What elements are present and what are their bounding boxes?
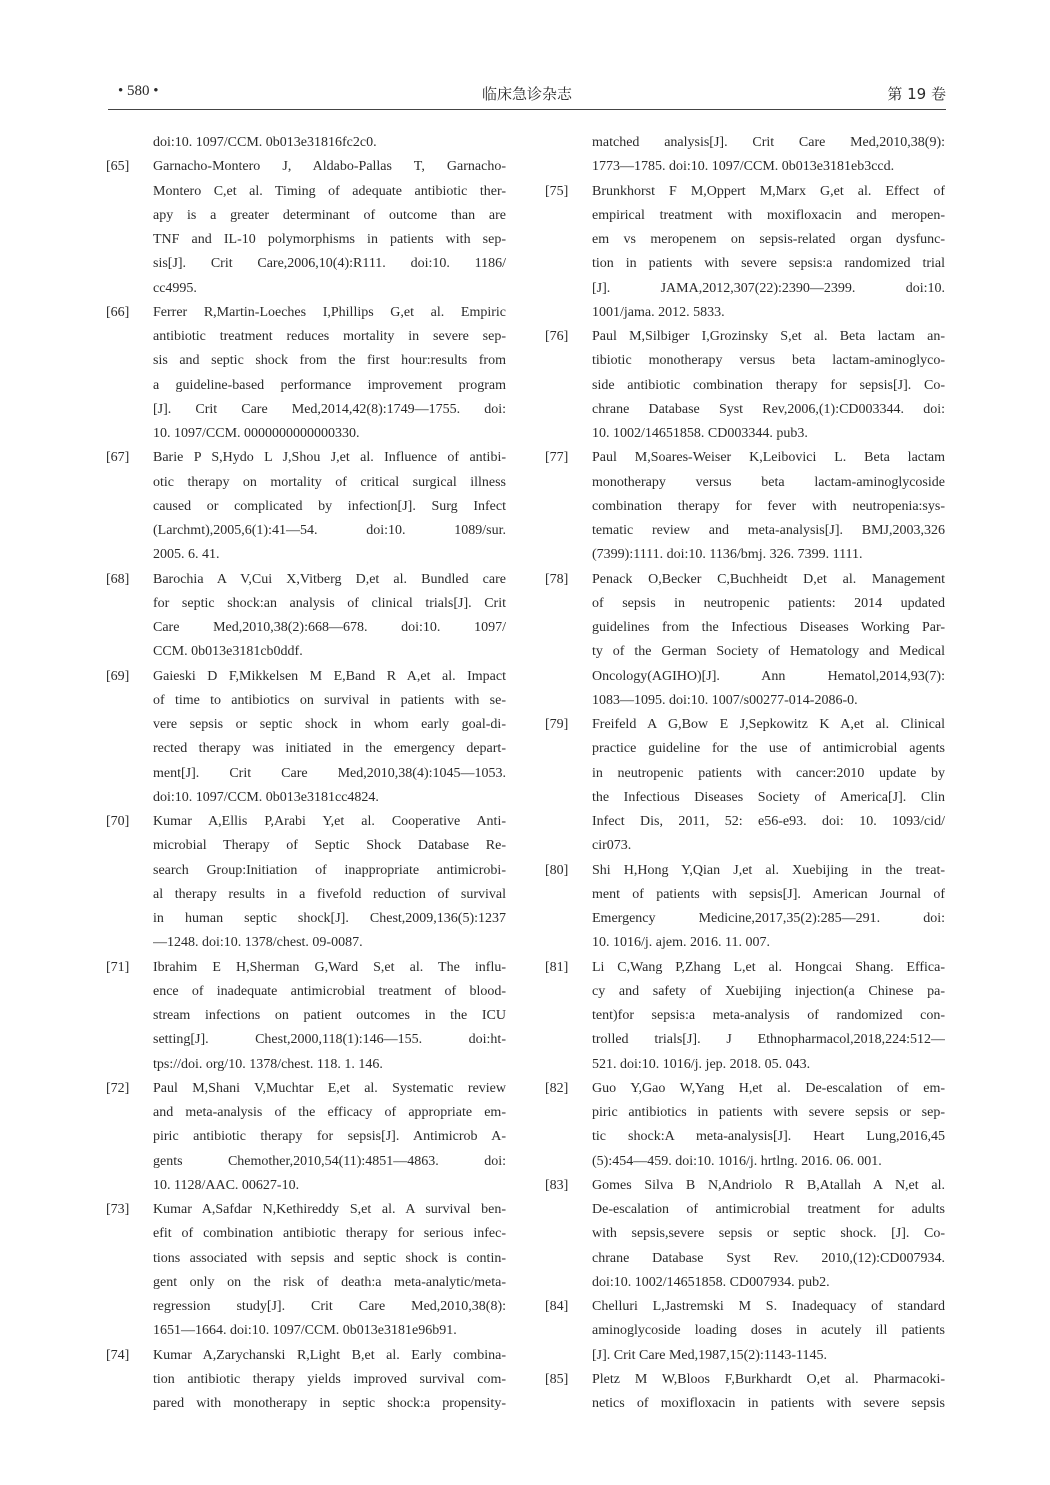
reference-line: microbial Therapy of Septic Shock Database Re- bbox=[153, 838, 506, 854]
reference-line: TNF and IL-10 polymorphisms in patients with sep- bbox=[153, 232, 506, 247]
reference-line: 1001/jama. 2012. 5833. bbox=[592, 304, 725, 320]
right-column-references bbox=[545, 131, 945, 1416]
reference-line: chrane Database Syst Rev. 2010,(12):CD007934. bbox=[592, 1250, 945, 1266]
reference-line: piric antibiotic therapy for sepsis[J]. Antimicrob A- bbox=[153, 1129, 506, 1145]
reference-line: Brunkhorst F M,Oppert M,Marx G,et al. Effect of bbox=[592, 183, 945, 199]
reference-line: Li C,Wang P,Zhang L,et al. Hongcai Shang. Effica- bbox=[592, 959, 945, 975]
reference-line: aminoglycoside loading doses in acutely ill patients bbox=[592, 1323, 945, 1339]
reference-line: apy is a greater determinant of outcome than are bbox=[153, 207, 506, 223]
reference-line: [J]. JAMA,2012,307(22):2390—2399. doi:10. bbox=[592, 280, 945, 296]
page-number: • 580 • bbox=[118, 83, 159, 99]
reference-continuation bbox=[106, 131, 506, 155]
reference-number: [84] bbox=[545, 1299, 569, 1314]
reference-line: doi:10. 1097/CCM. 0b013e31816fc2c0. bbox=[153, 135, 377, 150]
reference-line: rected therapy was initiated in the emergency depart- bbox=[153, 741, 506, 757]
reference-item bbox=[545, 713, 945, 859]
reference-line: guidelines from the Infectious Diseases Working Par- bbox=[592, 620, 945, 635]
reference-line: Pletz M W,Bloos F,Burkhardt O,et al. Pharmacoki- bbox=[592, 1371, 945, 1387]
reference-line: tions associated with sepsis and septic shock is contin- bbox=[153, 1250, 506, 1266]
reference-line: pared with monotherapy in septic shock:a propensity- bbox=[153, 1396, 506, 1411]
reference-number: [75] bbox=[545, 183, 569, 199]
reference-line: tent)for sepsis:a meta-analysis of randomized con- bbox=[592, 1008, 945, 1023]
reference-line: Guo Y,Gao W,Yang H,et al. De-escalation of em- bbox=[592, 1080, 945, 1096]
reference-line: Gaieski D F,Mikkelsen M E,Band R A,et al. Impact bbox=[153, 668, 506, 684]
reference-line: doi:10. 1002/14651858. CD007934. pub2. bbox=[592, 1274, 830, 1290]
reference-line: (Larchmt),2005,6(1):41—54. doi:10. 1089/sur. bbox=[153, 523, 506, 538]
reference-item bbox=[545, 180, 945, 326]
reference-line: empirical treatment with moxifloxacin and meropen- bbox=[592, 207, 945, 223]
reference-number: [74] bbox=[106, 1347, 130, 1363]
reference-item bbox=[545, 1077, 945, 1174]
reference-item bbox=[545, 568, 945, 714]
reference-item bbox=[106, 1077, 506, 1198]
reference-line: 2005. 6. 41. bbox=[153, 547, 220, 563]
reference-number: [80] bbox=[545, 862, 569, 878]
reference-line: the Infectious Diseases Society of America[J]. Clin bbox=[592, 789, 945, 805]
reference-line: Paul M,Silbiger I,Grozinsky S,et al. Beta lactam an- bbox=[592, 329, 945, 344]
reference-line: ence of inadequate antimicrobial treatment of blood- bbox=[153, 983, 506, 999]
reference-line: antibiotic treatment reduces mortality in severe sep- bbox=[153, 329, 506, 344]
reference-line: sis and septic shock from the first hour:results from bbox=[153, 353, 506, 369]
reference-line: trolled trials[J]. J Ethnopharmacol,2018,224:512— bbox=[592, 1032, 945, 1048]
reference-line: otic therapy on mortality of critical surgical illness bbox=[153, 474, 506, 490]
reference-line: sis[J]. Crit Care,2006,10(4):R111. doi:10. 1186/ bbox=[153, 256, 506, 272]
reference-line: Gomes Silva B N,Andriolo R B,Atallah A N,et al. bbox=[592, 1177, 945, 1193]
reference-line: tematic review and meta-analysis[J]. BMJ,2003,326 bbox=[592, 523, 945, 538]
reference-item bbox=[106, 568, 506, 665]
reference-number: [71] bbox=[106, 959, 130, 975]
reference-line: doi:10. 1097/CCM. 0b013e3181cc4824. bbox=[153, 789, 379, 805]
reference-number: [76] bbox=[545, 329, 569, 344]
reference-line: chrane Database Syst Rev,2006,(1):CD003344. doi: bbox=[592, 401, 945, 417]
reference-number: [85] bbox=[545, 1371, 569, 1387]
reference-number: [79] bbox=[545, 717, 569, 732]
reference-number: [69] bbox=[106, 668, 130, 684]
reference-line: 10. 1016/j. ajem. 2016. 11. 007. bbox=[592, 935, 770, 951]
reference-line: 1773—1785. doi:10. 1097/CCM. 0b013e3181eb3ccd. bbox=[592, 159, 895, 175]
reference-line: Ibrahim E H,Sherman G,Ward S,et al. The influ- bbox=[153, 959, 506, 975]
reference-line: search Group:Initiation of inappropriate antimicrobi- bbox=[153, 862, 506, 878]
reference-line: Paul M,Soares-Weiser K,Leibovici L. Beta lactam bbox=[592, 450, 945, 466]
reference-number: [73] bbox=[106, 1202, 130, 1217]
reference-line: regression study[J]. Crit Care Med,2010,38(8): bbox=[153, 1299, 506, 1314]
reference-line: Kumar A,Ellis P,Arabi Y,et al. Cooperative Anti- bbox=[153, 814, 506, 829]
reference-line: Montero C,et al. Timing of adequate antibiotic ther- bbox=[153, 183, 506, 199]
reference-line: Ferrer R,Martin-Loeches I,Phillips G,et al. Empiric bbox=[153, 304, 506, 320]
reference-item bbox=[545, 446, 945, 567]
reference-line: CCM. 0b013e3181cb0ddf. bbox=[153, 644, 303, 660]
reference-line: Penack O,Becker C,Buchheidt D,et al. Management bbox=[592, 571, 945, 587]
volume-label: 第 19 卷 bbox=[887, 85, 946, 103]
reference-line: Paul M,Shani V,Muchtar E,et al. Systematic review bbox=[153, 1080, 506, 1096]
reference-line: ty of the German Society of Hematology and Medical bbox=[592, 644, 945, 660]
reference-continuation bbox=[545, 131, 945, 180]
reference-number: [83] bbox=[545, 1177, 569, 1193]
reference-item bbox=[106, 1344, 506, 1417]
reference-line: (7399):1111. doi:10. 1136/bmj. 326. 7399. 1111. bbox=[592, 547, 863, 563]
reference-line: gent only on the risk of death:a meta-analytic/meta- bbox=[153, 1274, 506, 1290]
reference-line: gents Chemother,2010,54(11):4851—4863. doi: bbox=[153, 1153, 506, 1169]
reference-line: 1651—1664. doi:10. 1097/CCM. 0b013e3181e96b91. bbox=[153, 1323, 457, 1339]
reference-line: monotherapy versus beta lactam-aminoglycoside bbox=[592, 474, 945, 490]
reference-line: for septic shock:an analysis of clinical trials[J]. Crit bbox=[153, 595, 506, 611]
reference-line: Care Med,2010,38(2):668—678. doi:10. 1097/ bbox=[153, 620, 506, 635]
reference-line: Emergency Medicine,2017,35(2):285—291. doi: bbox=[592, 911, 945, 926]
reference-line: in human septic shock[J]. Chest,2009,136(5):1237 bbox=[153, 911, 506, 926]
reference-line: Garnacho-Montero J, Aldabo-Pallas T, Garnacho- bbox=[153, 159, 506, 175]
reference-line: with sepsis,severe sepsis or septic shock. [J]. Co- bbox=[592, 1226, 945, 1242]
reference-line: em vs meropenem on sepsis-related organ dysfunc- bbox=[592, 232, 945, 247]
reference-line: matched analysis[J]. Crit Care Med,2010,38(9): bbox=[592, 135, 945, 150]
reference-line: ment[J]. Crit Care Med,2010,38(4):1045—1053. bbox=[153, 765, 506, 781]
reference-line: 10. 1002/14651858. CD003344. pub3. bbox=[592, 426, 808, 441]
reference-line: Barie P S,Hydo L J,Shou J,et al. Influence of antibi- bbox=[153, 450, 506, 466]
reference-number: [77] bbox=[545, 450, 569, 466]
reference-line: vere sepsis or septic shock in whom early goal-di- bbox=[153, 717, 506, 732]
reference-line: [J]. Crit Care Med,2014,42(8):1749—1755. doi: bbox=[153, 401, 506, 417]
reference-line: 10. 1097/CCM. 0000000000000330. bbox=[153, 426, 360, 441]
reference-line: 521. doi:10. 1016/j. jep. 2018. 05. 043. bbox=[592, 1056, 811, 1072]
reference-line: in neutropenic patients with cancer:2010 update by bbox=[592, 765, 945, 781]
reference-number: [68] bbox=[106, 571, 130, 587]
left-column-references bbox=[106, 131, 506, 1416]
reference-line: Infect Dis, 2011, 52: e56-e93. doi: 10. 1093/cid/ bbox=[592, 814, 945, 829]
reference-item bbox=[106, 810, 506, 956]
reference-line: Chelluri L,Jastremski M S. Inadequacy of standard bbox=[592, 1299, 945, 1314]
reference-line: 1083—1095. doi:10. 1007/s00277-014-2086-0. bbox=[592, 692, 858, 708]
reference-item bbox=[545, 1174, 945, 1295]
reference-line: side antibiotic combination therapy for sepsis[J]. Co- bbox=[592, 377, 945, 393]
reference-number: [81] bbox=[545, 959, 569, 975]
running-header bbox=[108, 80, 946, 110]
reference-item bbox=[545, 325, 945, 446]
reference-number: [78] bbox=[545, 571, 569, 587]
reference-line: ment of patients with sepsis[J]. American Journal of bbox=[592, 886, 945, 902]
header-rule bbox=[108, 109, 946, 110]
reference-line: tibiotic monotherapy versus beta lactam-aminoglyco- bbox=[592, 353, 945, 369]
reference-number: [70] bbox=[106, 814, 130, 829]
reference-line: tion in patients with severe sepsis:a randomized trial bbox=[592, 256, 945, 272]
reference-line: piric antibiotics in patients with severe sepsis or sep- bbox=[592, 1105, 945, 1120]
reference-line: al therapy results in a fivefold reduction of survival bbox=[153, 886, 506, 902]
reference-line: Kumar A,Zarychanski R,Light B,et al. Early combina- bbox=[153, 1347, 506, 1363]
reference-line: cc4995. bbox=[153, 280, 197, 296]
reference-line: Kumar A,Safdar N,Kethireddy S,et al. A survival ben- bbox=[153, 1202, 506, 1217]
reference-line: of time to antibiotics on survival in patients with se- bbox=[153, 692, 506, 708]
reference-item bbox=[545, 859, 945, 956]
reference-item bbox=[545, 956, 945, 1077]
reference-line: tic shock:A meta-analysis[J]. Heart Lung,2016,45 bbox=[592, 1129, 945, 1145]
reference-line: practice guideline for the use of antimicrobial agents bbox=[592, 741, 945, 757]
reference-item bbox=[106, 1198, 506, 1344]
reference-number: [82] bbox=[545, 1080, 569, 1096]
reference-line: a guideline-based performance improvement program bbox=[153, 377, 506, 393]
reference-item bbox=[545, 1368, 945, 1417]
reference-item bbox=[106, 956, 506, 1077]
reference-line: Barochia A V,Cui X,Vitberg D,et al. Bundled care bbox=[153, 571, 506, 587]
reference-line: tion antibiotic therapy yields improved survival com- bbox=[153, 1371, 506, 1387]
reference-line: setting[J]. Chest,2000,118(1):146—155. doi:ht- bbox=[153, 1032, 506, 1048]
reference-line: cy and safety of Xuebijing injection(a Chinese pa- bbox=[592, 983, 945, 999]
reference-line: combination therapy for fever with neutropenia:sys- bbox=[592, 498, 945, 514]
reference-line: 10. 1128/AAC. 00627-10. bbox=[153, 1177, 300, 1193]
reference-line: (5):454—459. doi:10. 1016/j. hrtlng. 2016. 06. 001. bbox=[592, 1153, 882, 1169]
reference-line: —1248. doi:10. 1378/chest. 09-0087. bbox=[153, 935, 363, 951]
reference-item bbox=[106, 446, 506, 567]
reference-line: and meta-analysis of the efficacy of appropriate em- bbox=[153, 1105, 506, 1120]
reference-line: Oncology(AGIHO)[J]. Ann Hematol,2014,93(7): bbox=[592, 668, 945, 684]
reference-line: [J]. Crit Care Med,1987,15(2):1143-1145. bbox=[592, 1347, 827, 1363]
reference-line: caused or complicated by infection[J]. Surg Infect bbox=[153, 498, 506, 514]
reference-line: stream infections on patient outcomes in the ICU bbox=[153, 1008, 506, 1023]
reference-line: efit of combination antibiotic therapy for serious infec- bbox=[153, 1226, 506, 1242]
reference-item bbox=[106, 301, 506, 447]
reference-number: [66] bbox=[106, 304, 130, 320]
reference-number: [72] bbox=[106, 1080, 130, 1096]
reference-item bbox=[545, 1295, 945, 1368]
reference-line: De-escalation of antimicrobial treatment for adults bbox=[592, 1202, 945, 1217]
journal-title: 临床急诊杂志 bbox=[481, 85, 572, 103]
reference-line: Shi H,Hong Y,Qian J,et al. Xuebijing in the treat- bbox=[592, 862, 945, 878]
reference-line: Freifeld A G,Bow E J,Sepkowitz K A,et al. Clinical bbox=[592, 717, 945, 732]
reference-line: netics of moxifloxacin in patients with severe sepsis bbox=[592, 1396, 945, 1411]
reference-line: cir073. bbox=[592, 838, 632, 854]
reference-line: of sepsis in neutropenic patients: 2014 updated bbox=[592, 595, 945, 611]
reference-number: [65] bbox=[106, 159, 130, 175]
reference-number: [67] bbox=[106, 450, 130, 466]
reference-item bbox=[106, 155, 506, 301]
reference-item bbox=[106, 665, 506, 811]
reference-line: tps://doi. org/10. 1378/chest. 118. 1. 146. bbox=[153, 1056, 383, 1072]
